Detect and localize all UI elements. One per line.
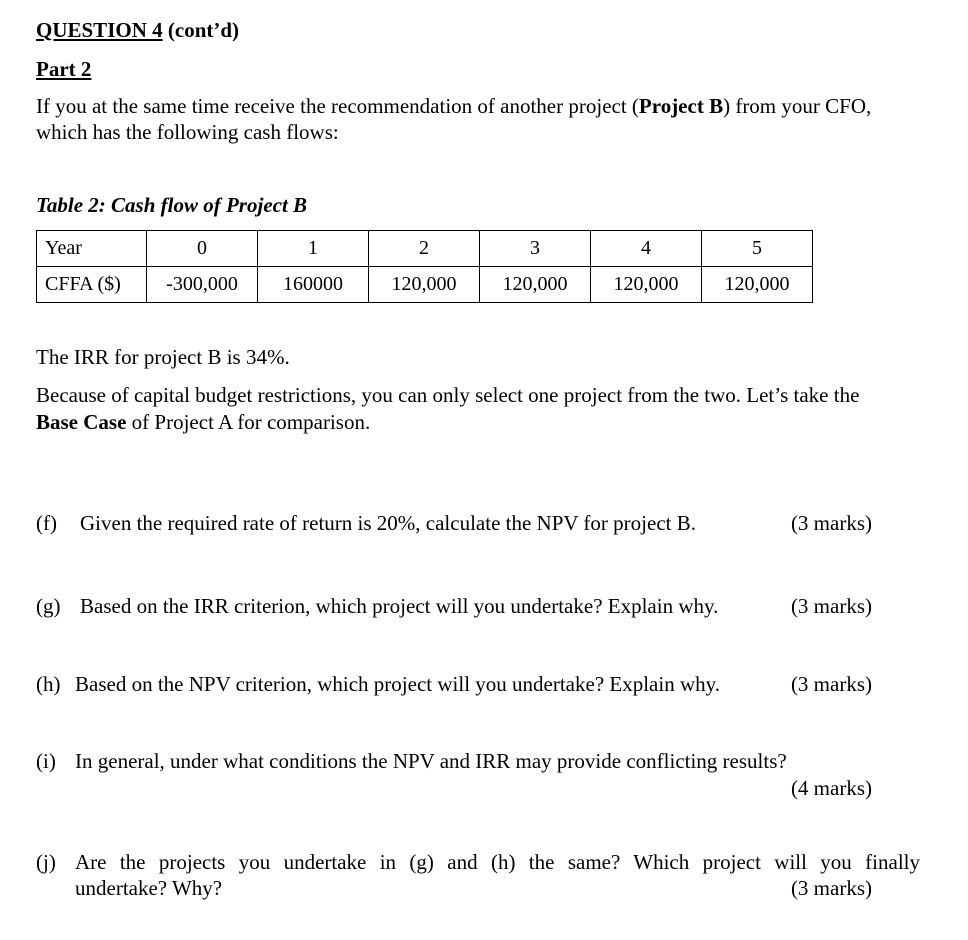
question-f-label: (f)	[36, 511, 57, 535]
question-contd: (cont’d)	[162, 18, 240, 42]
cffa-cell: 120,000	[480, 267, 591, 303]
question-j-marks: (3 marks)	[790, 876, 872, 900]
budget-paragraph	[36, 382, 936, 436]
question-f-marks: (3 marks)	[790, 511, 872, 535]
cffa-cell: -300,000	[147, 267, 258, 303]
question-j-label: (j)	[36, 850, 56, 874]
intro-text-a: If you at the same time receive the recommendation of another project (	[36, 94, 639, 118]
question-j-line1: Are the projects you undertake in (g) and (h) the same? Which project will you finally	[75, 850, 920, 874]
year-cell: 4	[591, 231, 702, 267]
cffa-cell: 120,000	[702, 267, 813, 303]
intro-text-line2: which has the following cash flows:	[36, 120, 339, 144]
budget-text-a: Because of capital budget restrictions, you can only select one project from the two. Let’s take the	[36, 383, 860, 407]
year-cell: 0	[147, 231, 258, 267]
question-g-marks: (3 marks)	[790, 594, 872, 618]
intro-text-b: ) from your CFO,	[723, 94, 872, 118]
question-i	[36, 748, 872, 804]
irr-statement: The IRR for project B is 34%.	[36, 345, 290, 369]
year-cell: 3	[480, 231, 591, 267]
base-case-bold: Base Case	[36, 410, 127, 434]
table-row-cffa	[37, 267, 813, 303]
intro-paragraph	[36, 93, 936, 145]
question-f	[36, 510, 872, 536]
question-f-text: Given the required rate of return is 20%, calculate the NPV for project B.	[80, 511, 696, 535]
question-g-text: Based on the IRR criterion, which project will you undertake? Explain why.	[80, 594, 719, 618]
table-caption: Table 2: Cash flow of Project B	[36, 193, 308, 217]
question-h-marks: (3 marks)	[790, 672, 872, 696]
intro-project-b: Project B	[638, 94, 724, 118]
year-cell: 5	[702, 231, 813, 267]
question-i-label: (i)	[36, 749, 56, 773]
question-title	[36, 18, 239, 43]
table-row-year	[37, 231, 813, 267]
year-cell: 1	[258, 231, 369, 267]
question-h-text: Based on the NPV criterion, which project will you undertake? Explain why.	[75, 672, 721, 696]
question-h	[36, 671, 872, 697]
question-j-line2-row	[75, 875, 872, 901]
question-i-text: In general, under what conditions the NPV and IRR may provide conflicting results?	[75, 749, 787, 773]
question-g	[36, 593, 872, 619]
question-h-label: (h)	[36, 672, 61, 696]
question-g-label: (g)	[36, 594, 61, 618]
cffa-cell: 120,000	[369, 267, 480, 303]
question-j	[36, 849, 920, 901]
row-label-cffa: CFFA ($)	[37, 267, 147, 303]
part-heading: Part 2	[36, 57, 92, 81]
cffa-cell: 120,000	[591, 267, 702, 303]
question-number: QUESTION 4	[36, 18, 163, 42]
question-i-marks: (4 marks)	[790, 776, 872, 800]
year-cell: 2	[369, 231, 480, 267]
question-j-line2: undertake? Why?	[75, 876, 223, 900]
budget-text-b: of Project A for comparison.	[126, 410, 371, 434]
row-label-year: Year	[37, 231, 147, 267]
cash-flow-table	[36, 230, 813, 303]
cffa-cell: 160000	[258, 267, 369, 303]
